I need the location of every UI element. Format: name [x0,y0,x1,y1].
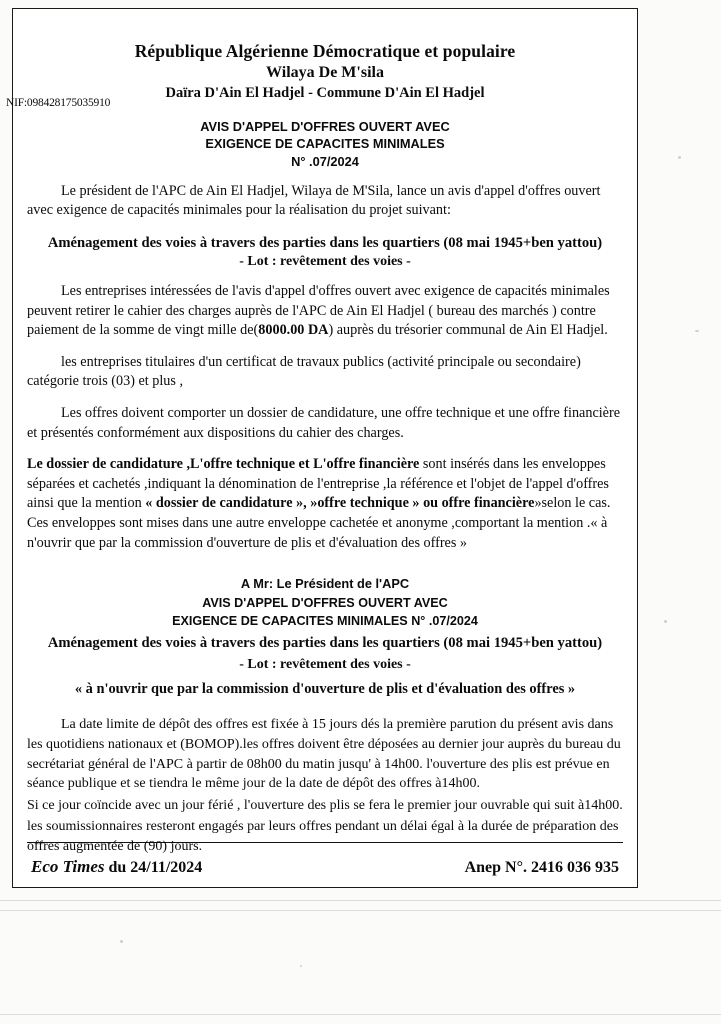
scan-separator-line-3 [0,1014,721,1015]
nif-number: NIF:098428175035910 [6,97,111,109]
footer-divider [27,842,623,843]
withdrawal-text-part-2: ) auprès du trésorier communal de Ain El Hadjel. [328,322,608,339]
notice-number: N° .07/2024 [291,153,359,169]
wilaya-header-line: Wilaya De M'sila [266,64,384,81]
deadline-block [27,715,623,856]
envelope-project-lot: - Lot : revêtement des voies - [239,657,411,673]
republic-header-line: République Algérienne Démocratique et populaire [134,41,516,61]
envelope-project-title: Aménagement des voies à travers des parties dans les quartiers (08 mai 1945+ben yattou) [47,635,603,652]
mention-quote-1: « dossier de candidature », »offre technique » [145,495,420,512]
envelopes-paragraph [27,455,623,553]
envelope-notice-line-2: EXIGENCE DE CAPACITES MINIMALES N° .07/2024 [172,613,478,628]
scan-speck [678,156,681,159]
deadline-paragraph-3: les soumissionnaires resteront engagés par leurs offres pendant un délai égal à la durée de préparation des offres augmentée de (90) jours. [27,819,619,855]
certificate-paragraph: les entreprises titulaires d'un certificat de travaux publics (activité principale ou secondaire) catégorie trois (03) et plus , [27,353,581,390]
envelope-address-block [27,575,623,699]
offers-paragraph: Les offres doivent comporter un dossier de candidature, une offre technique et une offre financière et présentés conformément aux dispositions du cahier des charges. [27,404,620,441]
notice-title-line-1: AVIS D'APPEL D'OFFRES OUVERT AVEC [200,119,450,134]
withdrawal-text-part-1: Les entreprises intéressées de l'avis d'appel d'offres ouvert avec exigence de capacités minimales peuvent retirer le cahier des charges auprès de l'APC de Ain El Hadjel ( bureau des marchés ) contre paiement de la somme de vingt mille de( [27,282,610,339]
intro-paragraph: Le président de l'APC de Ain El Hadjel, Wilaya de M'Sila, lance un avis d'appel d'offres ouvert avec exigence de capacités minimales pour la réalisation du projet suivant: [27,182,601,219]
project-lot: - Lot : revêtement des voies - [239,253,411,269]
notice-title-line-2: EXIGENCE DE CAPACITES MINIMALES [205,136,445,152]
footer [31,857,619,877]
dossier-bold-text: Le dossier de candidature ,L'offre technique et L'offre financière [27,456,420,473]
daira-commune-header-line: Daïra D'Ain El Hadjel - Commune D'Ain El Hadjel [165,85,485,101]
withdrawal-paragraph [27,282,623,341]
scan-speck [120,940,123,943]
mention-rest-text: »selon le cas. Ces enveloppes sont mises dans une autre enveloppe cachetée et anonyme ,comportant la mention .« à n'ouvrir que par la commission d'ouverture de plis et d'évaluation des offres » [27,495,611,551]
tender-notice-frame [12,8,638,888]
project-title: Aménagement des voies à travers des parties dans les quartiers (08 mai 1945+ben yattou) [47,234,603,251]
notice-title-block [27,118,623,170]
envelope-notice-line-1: AVIS D'APPEL D'OFFRES OUVERT AVEC [202,595,448,610]
withdrawal-price: 8000.00 DA [258,322,329,339]
mention-quote-2: ou offre financière [423,495,535,512]
scan-speck [695,330,699,332]
scan-separator-line-2 [0,910,721,911]
scan-speck [664,620,667,623]
envelope-addressee: A Mr: Le Président de l'APC [240,576,410,592]
publication-date: du 24/11/2024 [108,859,203,876]
footer-publication [31,857,202,877]
scan-separator-line-1 [0,900,721,901]
deadline-paragraph-1: La date limite de dépôt des offres est fixée à 15 jours dés la première parution du présent avis dans les quotidiens nationaux et (BOMOP).les offres doivent être déposées au dernier jour auprès du bureau du secrétariat général de l'APC à partir de 08h00 du matin jusqu' à 14h00. l'ouverture des plis est prévue en séance publique et se tiendra le même jour de la date de dépôt des offres à14h00. [27,717,621,792]
scan-speck [300,965,302,967]
publication-name: Eco Times [31,857,105,876]
envelope-opening-mention: « à n'ouvrir que par la commission d'ouverture de plis et d'évaluation des offres » [74,680,576,697]
dossier-rest-text: sont insérés dans les enveloppes séparées et cachetés ,indiquant la dénomination de l'entreprise ,la référence et l'objet de l'appel d'offres ainsi que la mention [27,456,609,512]
anep-reference: Anep N°. 2416 036 935 [464,859,619,876]
deadline-paragraph-2: Si ce jour coïncide avec un jour férié , l'ouverture des plis se fera le premier jour ouvrable qui suit à14h00. [27,797,623,813]
